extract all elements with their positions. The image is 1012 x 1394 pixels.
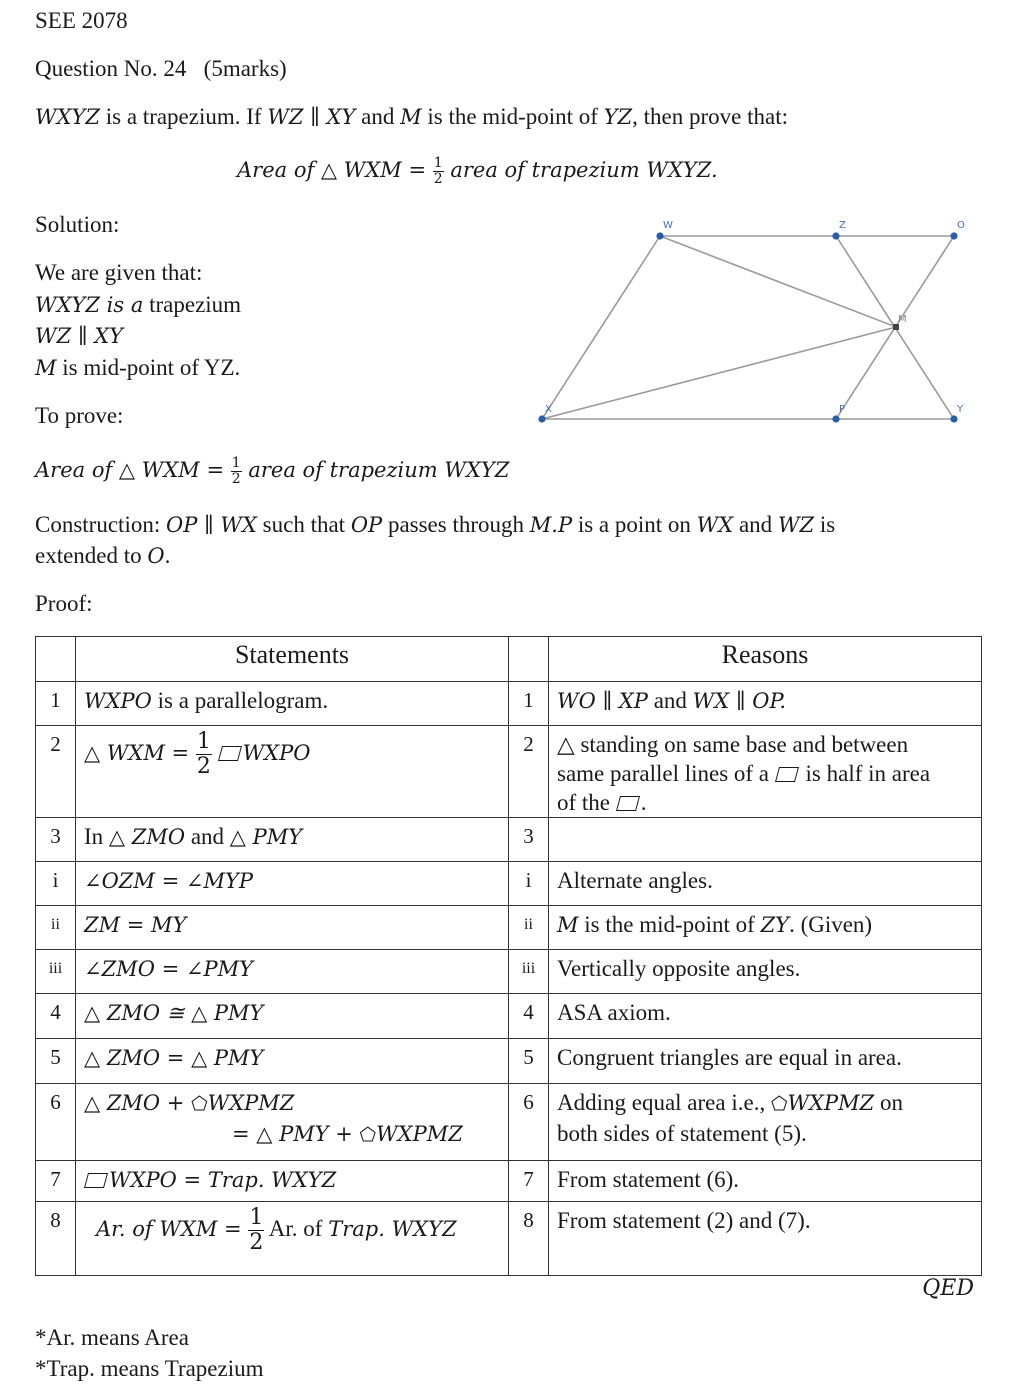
- problem-given-parallel: WZ ∥ XY: [267, 105, 356, 129]
- row-number: 6: [509, 1084, 549, 1161]
- header-num: [509, 637, 549, 682]
- row-number: 2: [509, 726, 549, 818]
- problem-text: , then prove that:: [632, 104, 789, 129]
- exam-title: SEE 2078: [35, 8, 128, 33]
- row-number: i: [509, 862, 549, 906]
- table-header-row: [36, 637, 982, 682]
- reason-cell: [549, 818, 982, 862]
- table-row: [36, 862, 982, 906]
- row-number: 8: [509, 1202, 549, 1276]
- reason-cell: △ standing on same base and between same parallel lines of a is half in area of the .: [549, 726, 982, 818]
- parallelogram-icon: [218, 746, 242, 761]
- point-p: [832, 415, 839, 422]
- point-z: [832, 232, 839, 239]
- pentagon-icon: ⬠: [770, 1093, 788, 1115]
- proof-table: [35, 636, 982, 1276]
- statement-cell: △ ZMO ≅ △ PMY: [76, 994, 509, 1039]
- table-row: [36, 1039, 982, 1084]
- goal-left: Area of △ WXM =: [237, 158, 433, 182]
- statement-cell: △ ZMO + ⬠WXPMZ = △ PMY + ⬠WXPMZ: [76, 1084, 509, 1161]
- row-number: 6: [36, 1084, 76, 1161]
- question-number: Question No. 24: [35, 56, 187, 81]
- header-statements: Statements: [76, 637, 509, 682]
- table-row: [36, 1202, 982, 1276]
- reason-cell: Congruent triangles are equal in area.: [549, 1039, 982, 1084]
- reason-cell: From statement (2) and (7).: [549, 1202, 982, 1276]
- line-wx: [542, 236, 660, 419]
- statement-cell: △ ZMO = △ PMY: [76, 1039, 509, 1084]
- diagram-lines: [542, 236, 954, 419]
- row-number: iii: [36, 950, 76, 994]
- proof-label: Proof:: [35, 591, 93, 616]
- reason-cell: WO ∥ XP and WX ∥ OP.: [549, 682, 982, 726]
- label-y: Y: [957, 404, 964, 415]
- reason-cell: M is the mid-point of ZY. (Given): [549, 906, 982, 950]
- given-3: M is mid-point of YZ.: [35, 355, 241, 380]
- point-y: [950, 415, 957, 422]
- question-heading: [35, 54, 287, 84]
- line-wm: [660, 236, 896, 327]
- statement-cell: ∠ZMO = ∠PMY: [76, 950, 509, 994]
- statement-fraction: $\frac{1}{2}$: [249, 1205, 264, 1256]
- table-row: [36, 950, 982, 994]
- row-number: 7: [509, 1161, 549, 1202]
- trapezium-diagram: [530, 215, 980, 430]
- parallelogram-icon: [775, 767, 799, 782]
- reason-cell: From statement (6).: [549, 1161, 982, 1202]
- label-o: O: [957, 220, 965, 231]
- problem-name: WXYZ: [35, 105, 100, 129]
- label-x: X: [545, 404, 552, 415]
- given-label: We are given that:: [35, 260, 203, 285]
- problem-midpoint: M: [400, 105, 422, 129]
- construction-line-2: extended to O.: [35, 543, 171, 568]
- problem-goal: [237, 150, 718, 190]
- reason-cell: Alternate angles.: [549, 862, 982, 906]
- problem-segment: YZ: [603, 105, 633, 129]
- table-row: [36, 682, 982, 726]
- statement-cell: WXPO is a parallelogram.: [76, 682, 509, 726]
- footnote-ar: *Ar. means Area: [35, 1325, 189, 1350]
- row-number: 3: [36, 818, 76, 862]
- problem-text: is a trapezium. If: [100, 104, 268, 129]
- reason-cell: Vertically opposite angles.: [549, 950, 982, 994]
- table-row: [36, 1084, 982, 1161]
- table-row: [36, 906, 982, 950]
- table-row: [36, 726, 982, 818]
- row-number: ii: [36, 906, 76, 950]
- point-x: [538, 415, 545, 422]
- goal-fraction: $\frac{1}{2}$: [433, 154, 443, 188]
- label-m: M: [898, 314, 907, 325]
- to-prove-statement: Area of △ WXM = $\frac{1}{2}$ area of trapezium WXYZ: [35, 454, 510, 488]
- row-number: 7: [36, 1161, 76, 1202]
- statement-cell: Ar. of WXM = $\frac{1}{2}$ Ar. of Trap. WXYZ: [76, 1202, 509, 1276]
- row-number: ii: [509, 906, 549, 950]
- goal-right: area of trapezium WXYZ.: [443, 158, 718, 182]
- row-number: 4: [36, 994, 76, 1039]
- point-o: [950, 232, 957, 239]
- table-row: [36, 994, 982, 1039]
- header-reasons: Reasons: [549, 637, 982, 682]
- parallelogram-icon: [84, 1173, 108, 1188]
- problem-text: and: [355, 104, 401, 129]
- given-2: WZ ∥ XY: [35, 324, 124, 348]
- problem-statement: [35, 102, 788, 132]
- statement-cell: ∠OZM = ∠MYP: [76, 862, 509, 906]
- qed-mark: QED: [922, 1276, 974, 1301]
- footnote-trap: *Trap. means Trapezium: [35, 1356, 264, 1381]
- to-prove-label: To prove:: [35, 403, 124, 428]
- statement-cell: △ WXM = $\frac{1}{2}$ WXPO: [76, 726, 509, 818]
- statement-cell: WXPO = Trap. WXYZ: [76, 1161, 509, 1202]
- row-number: 8: [36, 1202, 76, 1276]
- point-w: [656, 232, 663, 239]
- row-number: 5: [36, 1039, 76, 1084]
- reason-cell: ASA axiom.: [549, 994, 982, 1039]
- label-p: P: [839, 404, 846, 415]
- construction-line-1: Construction: OP ∥ WX such that OP passes through M.P is a point on WX and WZ is: [35, 512, 836, 537]
- statement-fraction: $\frac{1}{2}$: [196, 729, 211, 780]
- row-number: 5: [509, 1039, 549, 1084]
- to-prove-fraction: $\frac{1}{2}$: [231, 454, 241, 488]
- parallelogram-icon: [616, 796, 640, 811]
- problem-text: is the mid-point of: [421, 104, 604, 129]
- row-number: 1: [36, 682, 76, 726]
- row-number: 3: [509, 818, 549, 862]
- table-row: [36, 1161, 982, 1202]
- table-row: [36, 818, 982, 862]
- question-marks: (5marks): [203, 56, 287, 81]
- pentagon-icon: ⬠: [191, 1093, 208, 1115]
- solution-label: Solution:: [35, 212, 120, 237]
- row-number: i: [36, 862, 76, 906]
- statement-cell: ZM = MY: [76, 906, 509, 950]
- statement-cell: In △ ZMO and △ PMY: [76, 818, 509, 862]
- pentagon-icon: ⬠: [359, 1124, 377, 1146]
- label-w: W: [663, 220, 673, 231]
- given-1: WXYZ is a trapezium: [35, 292, 242, 317]
- row-number: 2: [36, 726, 76, 818]
- row-number: 1: [509, 682, 549, 726]
- row-number: 4: [509, 994, 549, 1039]
- label-z: Z: [839, 220, 846, 231]
- row-number: iii: [509, 950, 549, 994]
- header-num: [36, 637, 76, 682]
- reason-cell: Adding equal area i.e., ⬠WXPMZ on both sides of statement (5).: [549, 1084, 982, 1161]
